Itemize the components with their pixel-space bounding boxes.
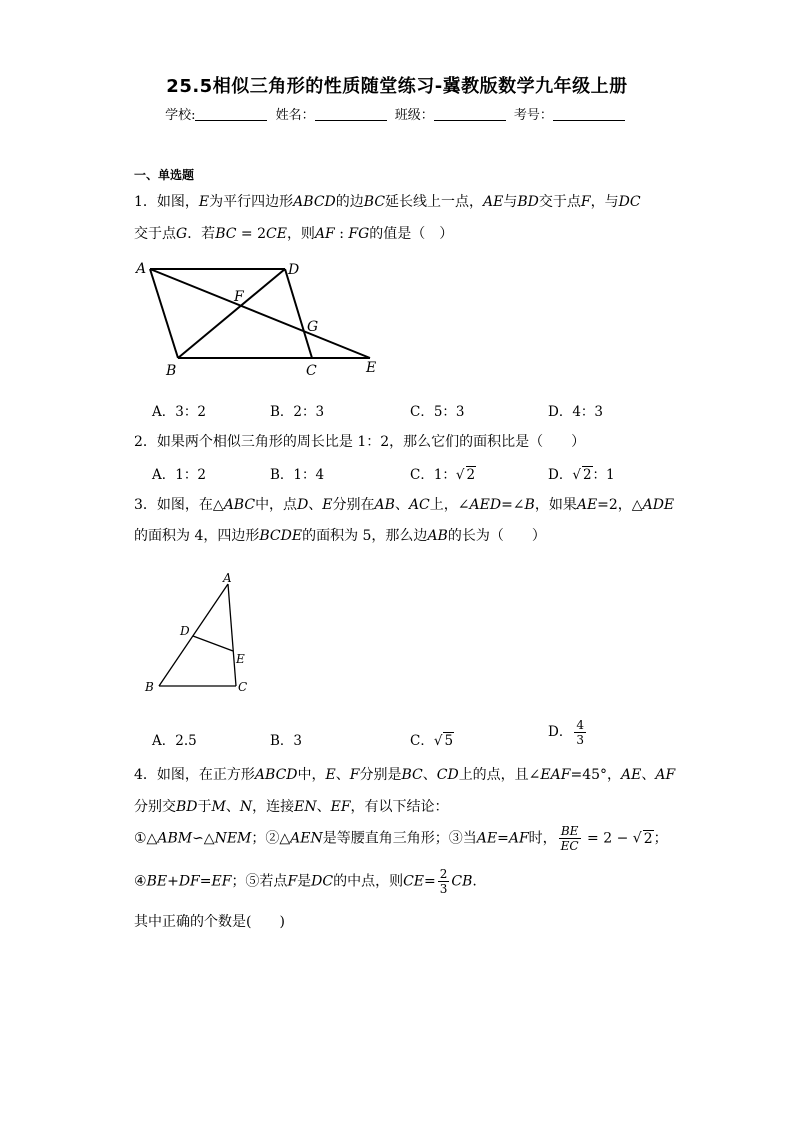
q1-option-c[interactable]: C．5：3 xyxy=(410,404,465,420)
q2-option-c[interactable]: C．1：√ 2 xyxy=(410,467,476,483)
q1-line1: 1．如图，E为平行四边形ABCD的边BC延长线上一点，AE与BD交于点F，与DC xyxy=(134,194,641,210)
q1-seg-dc xyxy=(285,269,312,358)
q2-text: 2．如果两个相似三角形的周长比是 1：2，那么它们的面积比是（ ） xyxy=(134,434,586,450)
q1-label-g: G xyxy=(307,319,319,335)
q3-label-e: E xyxy=(236,652,245,666)
class-blank[interactable] xyxy=(434,108,506,121)
school-label: 学校: xyxy=(165,108,196,123)
page-title: 25.5相似三角形的性质随堂练习-冀教版数学九年级上册 xyxy=(166,76,628,97)
q3-option-c[interactable]: C．√ 5 xyxy=(410,733,454,749)
q1-seg-bd xyxy=(178,269,285,358)
q1-seg-ab xyxy=(150,269,178,358)
q3-option-d[interactable]: D． $\frac{4}{3}$ xyxy=(548,718,584,747)
section-title: 一、单选题 xyxy=(134,168,195,182)
q1-label-d: D xyxy=(288,262,300,278)
name-blank[interactable] xyxy=(315,108,387,121)
q3-option-b[interactable]: B．3 xyxy=(270,733,303,749)
q2-option-b[interactable]: B．1：4 xyxy=(270,467,325,483)
q3-seg-de xyxy=(193,636,233,651)
q3-figure-triangle xyxy=(140,568,260,698)
student-info-line xyxy=(0,104,794,123)
q4-line4: ④BE+DF=EF；⑤若点F是DC的中点，则CE= $\frac{2}{3}$ CB. xyxy=(134,867,477,896)
q1-option-b[interactable]: B．2：3 xyxy=(270,404,325,420)
school-blank[interactable] xyxy=(195,108,267,121)
q4-line1: 4．如图，在正方形ABCD中，E、F分别是BC、CD上的点，且∠EAF=45°，AE、AF xyxy=(134,767,676,783)
q4-line3: ①△ABM∽△NEM；②△AEN是等腰直角三角形；③当AE=AF时， $\frac{BE}{EC}$ = 2 − √ 2； xyxy=(134,824,668,853)
q2-option-a[interactable]: A．1：2 xyxy=(152,467,206,483)
q1-label-f: F xyxy=(234,289,244,305)
q3-label-b: B xyxy=(145,680,154,694)
q3-option-a[interactable]: A．2.5 xyxy=(152,733,197,749)
q1-label-b: B xyxy=(166,363,177,379)
q3-seg-ab xyxy=(159,584,228,686)
name-label: 姓名： xyxy=(275,108,315,123)
q1-label-c: C xyxy=(306,363,317,379)
q1-option-a[interactable]: A．3：2 xyxy=(152,404,206,420)
q3-line2: 的面积为 4，四边形BCDE的面积为 5，那么边AB的长为（ ） xyxy=(134,528,546,544)
q3-seg-ac xyxy=(228,584,236,686)
q1-option-d[interactable]: D．4：3 xyxy=(548,404,604,420)
exam-no-blank[interactable] xyxy=(553,108,625,121)
q1-line2: 交于点G．若BC = 2CE，则AF : FG的值是（ ） xyxy=(134,226,454,242)
q4-line5: 其中正确的个数是( ) xyxy=(134,914,285,930)
exam-no-label: 考号： xyxy=(513,108,553,123)
q3-line1: 3．如图，在△ABC中，点D、E分别在AB、AC上，∠AED=∠B，如果AE=2，△ADE xyxy=(134,497,675,513)
class-label: 班级： xyxy=(394,108,434,123)
q1-seg-ae xyxy=(150,269,370,358)
q1-label-a: A xyxy=(136,261,147,277)
q3-label-d: D xyxy=(180,624,190,638)
q3-label-c: C xyxy=(238,680,248,694)
q3-label-a: A xyxy=(223,571,232,585)
q1-label-e: E xyxy=(366,360,377,376)
q4-line2: 分别交BD于M、N，连接EN、EF，有以下结论： xyxy=(134,799,449,815)
q1-figure-parallelogram xyxy=(130,255,390,380)
q2-option-d[interactable]: D．√ 2：1 xyxy=(548,467,615,483)
